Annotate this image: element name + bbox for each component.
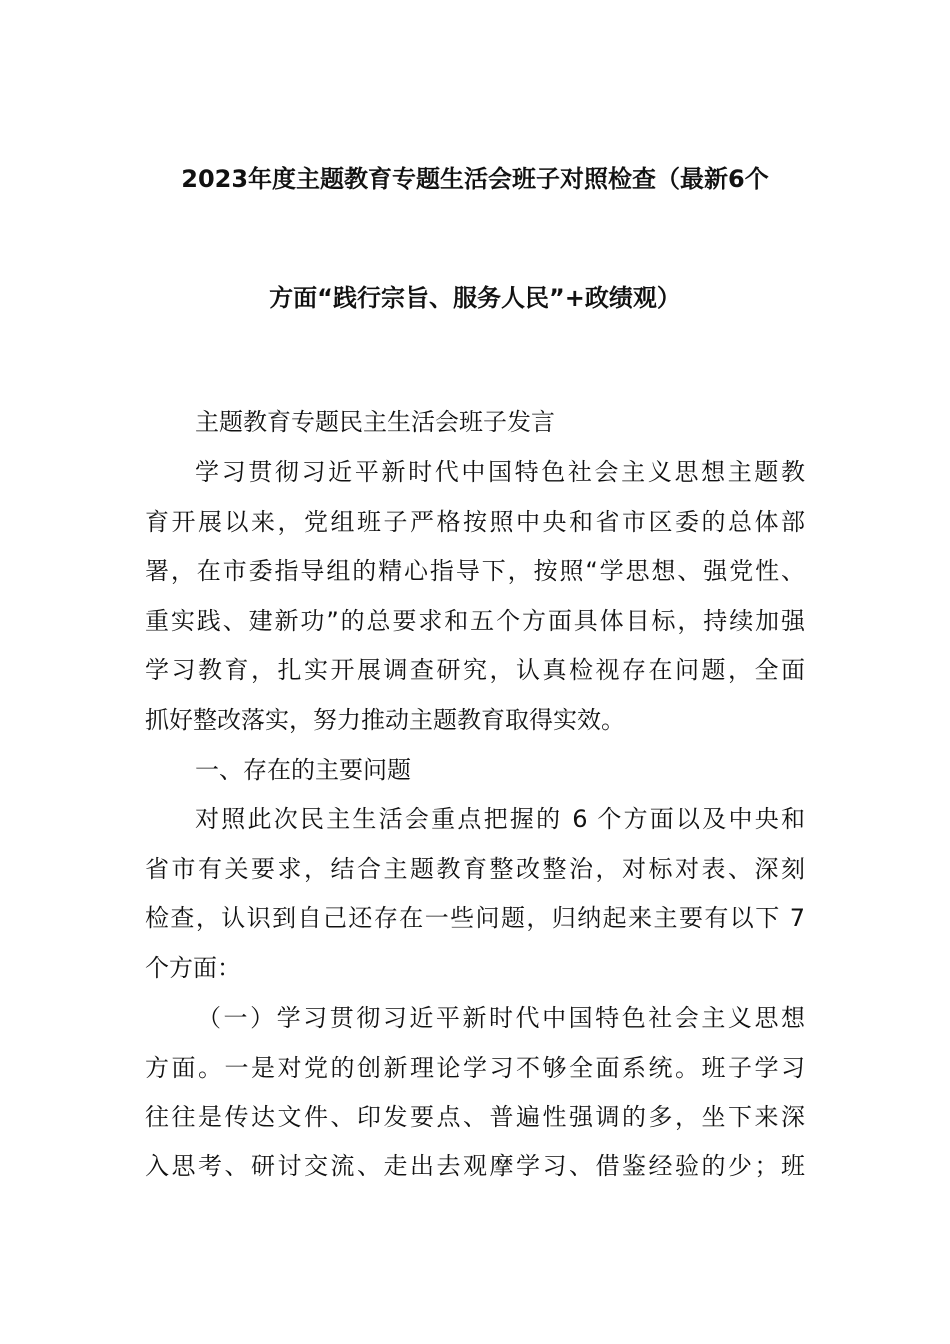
document-title-line-2: 方面“践行宗旨、服务人民”+政绩观） bbox=[269, 284, 681, 312]
paragraph-1-line: 署，在市委指导组的精心指导下，按照“学思想、强党性、 bbox=[145, 557, 805, 585]
document-title-line-1: 2023年度主题教育专题生活会班子对照检查（最新6个 bbox=[181, 165, 769, 193]
paragraph-1-line: 学习教育，扎实开展调查研究，认真检视存在问题，全面 bbox=[145, 656, 805, 684]
paragraph-1-line: 抓好整改落实，努力推动主题教育取得实效。 bbox=[145, 706, 625, 734]
subtitle: 主题教育专题民主生活会班子发言 bbox=[195, 408, 555, 436]
paragraph-3-line: 往往是传达文件、印发要点、普遍性强调的多，坐下来深 bbox=[145, 1103, 805, 1131]
section-heading-1: 一、存在的主要问题 bbox=[195, 756, 411, 784]
paragraph-2-line: 省市有关要求，结合主题教育整改整治，对标对表、深刻 bbox=[145, 855, 805, 883]
paragraph-1-line: 重实践、建新功”的总要求和五个方面具体目标，持续加强 bbox=[145, 607, 805, 635]
paragraph-1-line: 育开展以来，党组班子严格按照中央和省市区委的总体部 bbox=[145, 508, 805, 536]
paragraph-1-line: 学习贯彻习近平新时代中国特色社会主义思想主题教 bbox=[195, 458, 805, 486]
paragraph-3-line: 方面。一是对党的创新理论学习不够全面系统。班子学习 bbox=[145, 1054, 805, 1082]
paragraph-2-line: 对照此次民主生活会重点把握的 6 个方面以及中央和 bbox=[195, 805, 805, 833]
paragraph-3-line: 入思考、研讨交流、走出去观摩学习、借鉴经验的少；班 bbox=[145, 1152, 805, 1180]
paragraph-3-line: （一）学习贯彻习近平新时代中国特色社会主义思想 bbox=[197, 1004, 805, 1032]
paragraph-2-line: 检查，认识到自己还存在一些问题，归纳起来主要有以下 7 bbox=[145, 904, 805, 932]
paragraph-2-line: 个方面： bbox=[145, 954, 241, 982]
